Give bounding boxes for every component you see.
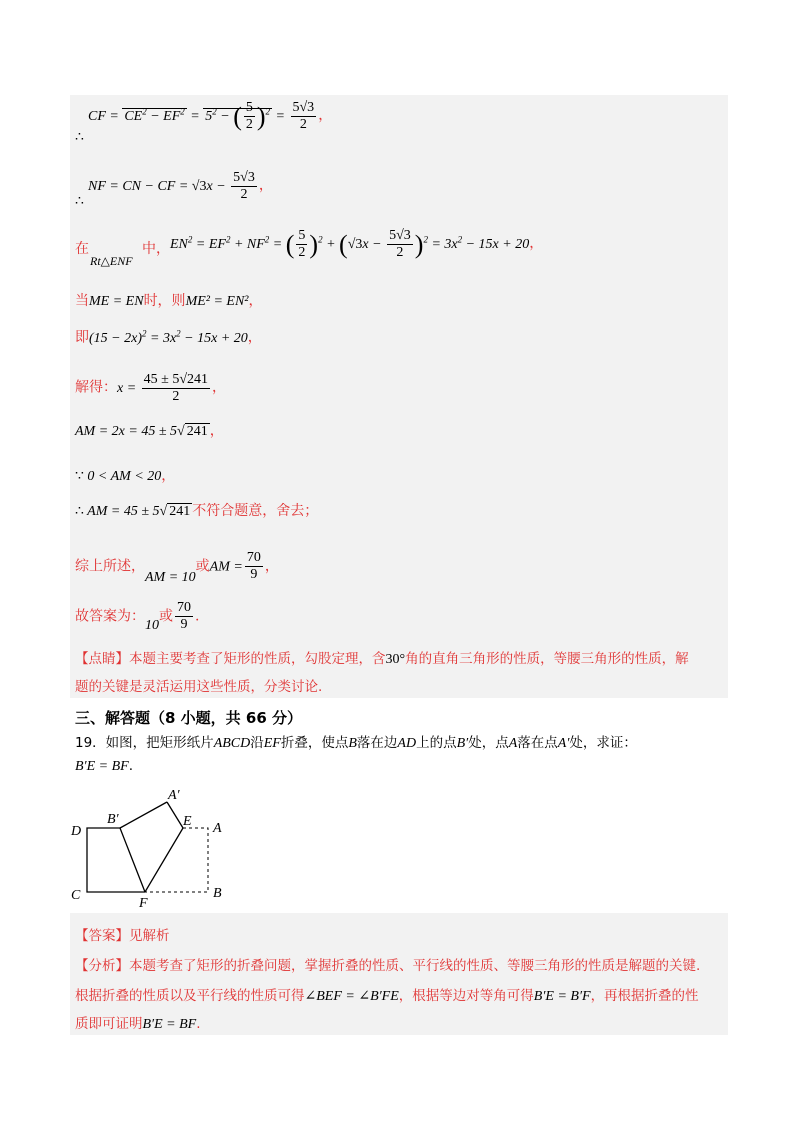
when-line: 当ME = EN时，则ME² = EN²， <box>75 293 263 309</box>
therefore-1: ∴ <box>75 129 84 145</box>
because-line: ∵ 0 < AM < 20， <box>75 468 176 484</box>
comment-line-2: 题的关键是灵活运用这些性质，分类讨论. <box>75 679 323 695</box>
label-B-prime: B′ <box>107 812 119 827</box>
answer-19: 【答案】见解析 <box>75 928 170 944</box>
comment-line-1: 【点睛】本题主要考查了矩形的性质，勾股定理，含30°角的直角三角形的性质，等腰三角形的性质，解 <box>75 651 689 667</box>
therefore-2: ∴ <box>75 193 84 209</box>
question-19-prove: B′E = BF. <box>75 758 134 774</box>
therefore-am-line: ∴ AM = 45 ± 5√ 241 不符合题意，舍去； <box>75 503 319 519</box>
section-heading: 三、解答题（8 小题，共 66 分） <box>75 709 302 727</box>
analysis-19-line-3: 质即可证明B′E = BF. <box>75 1016 201 1032</box>
rt-triangle: Rt△ENF <box>90 254 133 268</box>
label-A: A <box>213 821 222 836</box>
nf-equation: NF = CN − CF = √3x − $\frac{5√3}{2}$ ， <box>88 170 273 202</box>
solve-line: 解得：x = $\frac{45 \pm 5√241}{2}$ ， <box>75 372 227 404</box>
question-19-text: 19．如图，把矩形纸片ABCD沿EF折叠，使点B落在边AD上的点B′处，点A落在点A′处，求证： <box>75 735 637 751</box>
analysis-19-line-2: 根据折叠的性质以及平行线的性质可得∠BEF = ∠B′FE，根据等边对等角可得B′E = B′F，再根据折叠的性 <box>75 988 699 1004</box>
label-A-prime: A′ <box>168 788 180 803</box>
am-2x-line: AM = 2x = 45 ± 5√ 241 ， <box>75 423 224 439</box>
answer-line: 故答案为：10或 $\frac{70}{9}$ . <box>75 600 200 633</box>
analysis-19-line-1: 【分析】本题考查了矩形的折叠问题，掌握折叠的性质、平行线的性质、等腰三角形的性质是解题的关键. <box>75 958 701 974</box>
label-B: B <box>213 886 222 901</box>
middle-label: 中， <box>142 241 170 257</box>
in-label: 在 <box>75 241 89 257</box>
label-E: E <box>183 814 192 829</box>
summary-line: 综上所述，AM = 10或AM = $\frac{70}{9}$ ， <box>75 550 279 585</box>
en2-equation: $EN^2 = EF^2 + NF^2$ = ( $\frac{5}{2}$ )$^2$ + (√3x − $\frac{5√3}{2}$ )$^2 = 3x^2 - 15x + 20$， <box>170 228 544 260</box>
ie-line: 即$(15 - 2x)^2 = 3x^2 - 15x + 20$， <box>75 328 262 346</box>
label-D: D <box>71 824 82 839</box>
label-F: F <box>139 896 148 911</box>
cf-equation: CF = $CE^2 - EF^2 = 5^2$ − ( $\frac{5}{2}$ )$^2$ = $\frac{5√3}{2}$ ， <box>88 100 333 132</box>
folding-figure <box>65 785 245 915</box>
label-C: C <box>71 888 81 903</box>
